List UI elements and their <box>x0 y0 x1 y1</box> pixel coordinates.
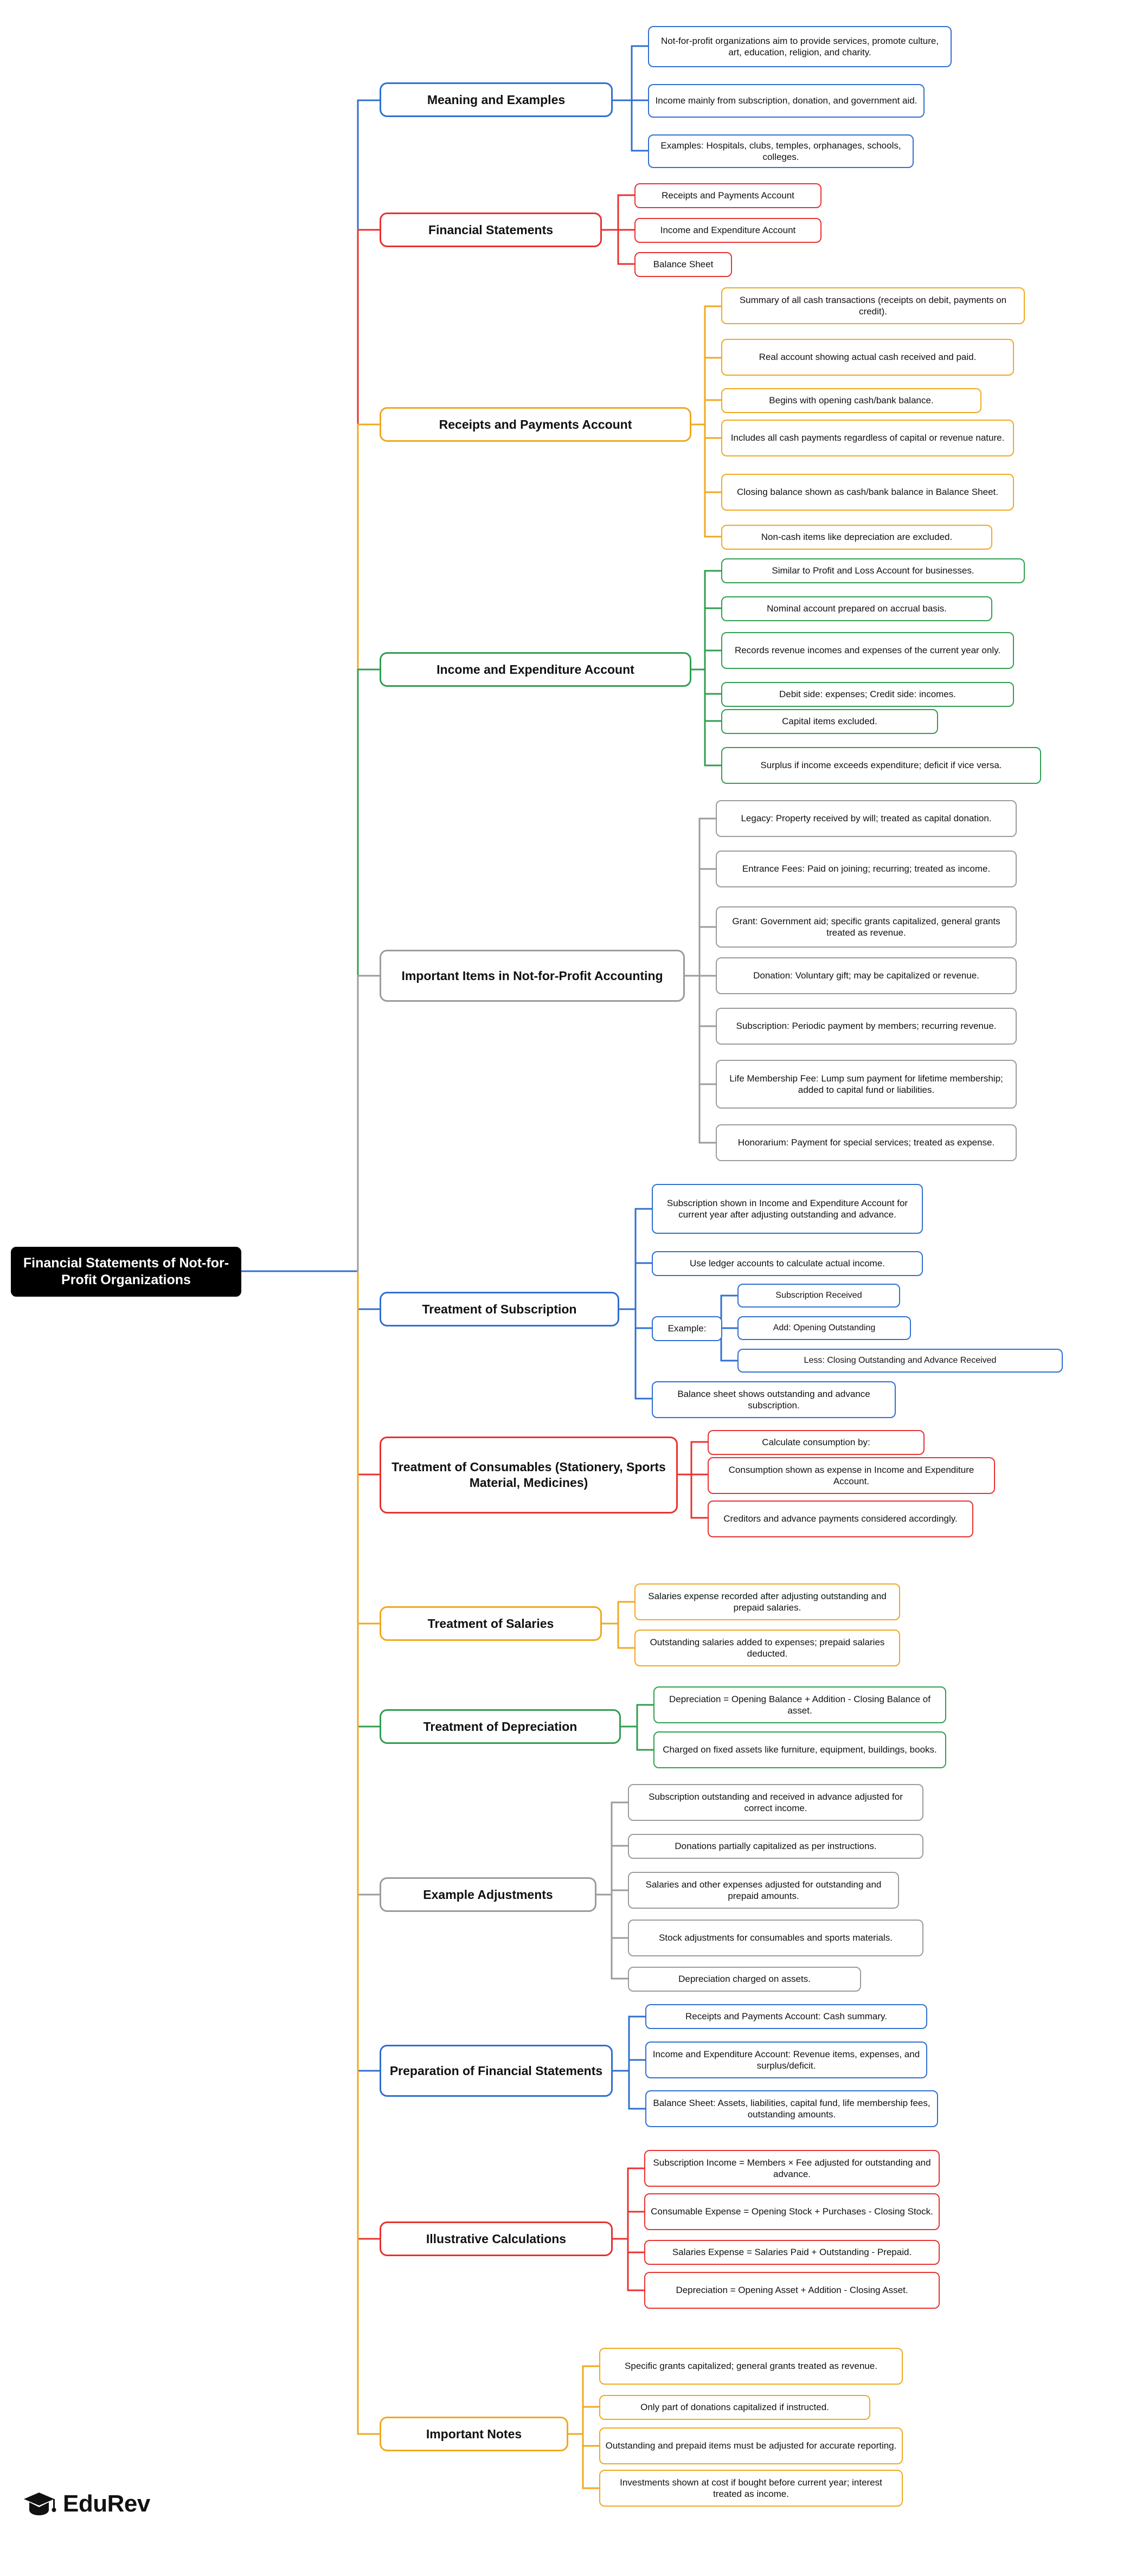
leaf-item[interactable]: Examples: Hospitals, clubs, temples, orphanages, schools, colleges. <box>648 134 914 168</box>
leaf-item[interactable]: Receipts and Payments Account <box>634 183 821 208</box>
example-child-item[interactable]: Add: Opening Outstanding <box>737 1316 911 1340</box>
leaf-item[interactable]: Donation: Voluntary gift; may be capitalized or revenue. <box>716 957 1017 994</box>
leaf-item[interactable]: Calculate consumption by: <box>708 1430 925 1455</box>
leaf-item[interactable]: Not-for-profit organizations aim to provide services, promote culture, art, education, religion, and charity. <box>648 26 952 67</box>
topic-label: Illustrative Calculations <box>426 2231 567 2246</box>
leaf-item[interactable]: Nominal account prepared on accrual basis. <box>721 596 992 621</box>
leaf-item[interactable]: Donations partially capitalized as per instructions. <box>628 1834 923 1859</box>
topic-income-and-expenditure-account[interactable] <box>380 652 691 687</box>
leaf-item[interactable]: Summary of all cash transactions (receipts on debit, payments on credit). <box>721 287 1025 324</box>
leaf-item[interactable]: Creditors and advance payments considered accordingly. <box>708 1500 973 1537</box>
topic-label: Important Notes <box>426 2426 522 2441</box>
leaf-item[interactable]: Similar to Profit and Loss Account for businesses. <box>721 558 1025 583</box>
leaf-item[interactable]: Investments shown at cost if bought before current year; interest treated as income. <box>599 2470 903 2507</box>
leaf-item[interactable]: Receipts and Payments Account: Cash summary. <box>645 2004 927 2029</box>
leaf-item[interactable]: Stock adjustments for consumables and sports materials. <box>628 1920 923 1956</box>
leaf-item[interactable]: Subscription shown in Income and Expenditure Account for current year after adjusting outstanding and advance. <box>652 1184 923 1234</box>
topic-label: Receipts and Payments Account <box>439 417 632 432</box>
leaf-item[interactable]: Balance sheet shows outstanding and advance subscription. <box>652 1381 896 1418</box>
topic-treatment-of-subscription[interactable] <box>380 1292 619 1326</box>
brand-name: EduRev <box>63 2490 150 2517</box>
leaf-item[interactable]: Salaries Expense = Salaries Paid + Outstanding - Prepaid. <box>644 2240 940 2265</box>
root-node[interactable] <box>11 1247 241 1297</box>
topic-treatment-of-salaries[interactable] <box>380 1606 602 1641</box>
leaf-item[interactable]: Consumption shown as expense in Income and Expenditure Account. <box>708 1457 995 1494</box>
leaf-item[interactable]: Depreciation = Opening Balance + Addition - Closing Balance of asset. <box>653 1686 946 1723</box>
topic-label: Preparation of Financial Statements <box>389 2063 603 2078</box>
leaf-item[interactable]: Entrance Fees: Paid on joining; recurring; treated as income. <box>716 851 1017 887</box>
topic-important-notes[interactable] <box>380 2417 568 2451</box>
topic-label: Financial Statements <box>428 222 554 237</box>
leaf-item[interactable]: Salaries expense recorded after adjusting outstanding and prepaid salaries. <box>634 1583 900 1620</box>
topic-label: Income and Expenditure Account <box>437 662 634 677</box>
leaf-item[interactable]: Surplus if income exceeds expenditure; deficit if vice versa. <box>721 747 1041 784</box>
topic-label: Treatment of Salaries <box>427 1616 554 1631</box>
graduation-cap-icon <box>22 2489 56 2519</box>
leaf-item[interactable]: Begins with opening cash/bank balance. <box>721 388 981 413</box>
leaf-item[interactable]: Honorarium: Payment for special services; treated as expense. <box>716 1124 1017 1161</box>
leaf-item[interactable]: Balance Sheet: Assets, liabilities, capital fund, life membership fees, outstanding amounts. <box>645 2090 938 2127</box>
leaf-item[interactable]: Income mainly from subscription, donation, and government aid. <box>648 84 925 118</box>
topic-receipts-and-payments-account[interactable] <box>380 407 691 442</box>
leaf-item[interactable]: Legacy: Property received by will; treated as capital donation. <box>716 800 1017 837</box>
leaf-item[interactable]: Capital items excluded. <box>721 709 938 734</box>
topic-label: Meaning and Examples <box>427 92 566 107</box>
leaf-item[interactable]: Subscription Income = Members × Fee adjusted for outstanding and advance. <box>644 2150 940 2187</box>
example-child-item[interactable]: Less: Closing Outstanding and Advance Received <box>737 1349 1063 1373</box>
leaf-item[interactable]: Outstanding salaries added to expenses; prepaid salaries deducted. <box>634 1630 900 1666</box>
leaf-item[interactable]: Outstanding and prepaid items must be adjusted for accurate reporting. <box>599 2427 903 2464</box>
root-title: Financial Statements of Not-for-Profit Organizations <box>23 1255 229 1287</box>
topic-financial-statements[interactable] <box>380 212 602 247</box>
topic-important-items[interactable] <box>380 950 685 1002</box>
leaf-item[interactable]: Specific grants capitalized; general grants treated as revenue. <box>599 2348 903 2385</box>
leaf-item[interactable]: Life Membership Fee: Lump sum payment for lifetime membership; added to capital fund or liabilities. <box>716 1060 1017 1109</box>
leaf-item[interactable]: Subscription: Periodic payment by members; recurring revenue. <box>716 1008 1017 1045</box>
leaf-item[interactable]: Depreciation charged on assets. <box>628 1967 861 1992</box>
leaf-item[interactable]: Records revenue incomes and expenses of the current year only. <box>721 632 1014 669</box>
topic-treatment-of-consumables[interactable] <box>380 1437 678 1514</box>
leaf-item[interactable]: Real account showing actual cash received and paid. <box>721 339 1014 376</box>
leaf-item[interactable]: Salaries and other expenses adjusted for outstanding and prepaid amounts. <box>628 1872 899 1909</box>
leaf-item[interactable]: Balance Sheet <box>634 252 732 277</box>
topic-label: Treatment of Consumables (Stationery, Sports Material, Medicines) <box>391 1460 666 1490</box>
leaf-item[interactable]: Consumable Expense = Opening Stock + Purchases - Closing Stock. <box>644 2193 940 2230</box>
leaf-item[interactable]: Closing balance shown as cash/bank balance in Balance Sheet. <box>721 474 1014 511</box>
topic-label: Important Items in Not-for-Profit Accounting <box>401 968 663 983</box>
leaf-item[interactable]: Grant: Government aid; specific grants capitalized, general grants treated as revenue. <box>716 906 1017 948</box>
brand-logo[interactable] <box>22 2489 150 2519</box>
leaf-item[interactable]: Use ledger accounts to calculate actual income. <box>652 1251 923 1276</box>
example-child-item[interactable]: Subscription Received <box>737 1284 900 1308</box>
leaf-item-example[interactable]: Example: <box>652 1316 722 1341</box>
topic-label: Treatment of Subscription <box>422 1302 577 1316</box>
leaf-item[interactable]: Income and Expenditure Account: Revenue items, expenses, and surplus/deficit. <box>645 2042 927 2078</box>
leaf-item[interactable]: Subscription outstanding and received in advance adjusted for correct income. <box>628 1784 923 1821</box>
leaf-item[interactable]: Debit side: expenses; Credit side: incomes. <box>721 682 1014 707</box>
leaf-item[interactable]: Depreciation = Opening Asset + Addition - Closing Asset. <box>644 2272 940 2309</box>
topic-label: Treatment of Depreciation <box>423 1719 577 1734</box>
leaf-item[interactable]: Only part of donations capitalized if instructed. <box>599 2395 870 2420</box>
topic-illustrative-calculations[interactable] <box>380 2221 613 2256</box>
topic-meaning-and-examples[interactable] <box>380 82 613 117</box>
topic-label: Example Adjustments <box>423 1887 553 1902</box>
leaf-item[interactable]: Includes all cash payments regardless of capital or revenue nature. <box>721 420 1014 456</box>
topic-example-adjustments[interactable] <box>380 1877 596 1912</box>
leaf-item[interactable]: Non-cash items like depreciation are excluded. <box>721 525 992 550</box>
topic-preparation-of-financial-statements[interactable] <box>380 2045 613 2097</box>
leaf-item[interactable]: Income and Expenditure Account <box>634 218 821 243</box>
topic-treatment-of-depreciation[interactable] <box>380 1709 621 1744</box>
leaf-item[interactable]: Charged on fixed assets like furniture, equipment, buildings, books. <box>653 1731 946 1768</box>
